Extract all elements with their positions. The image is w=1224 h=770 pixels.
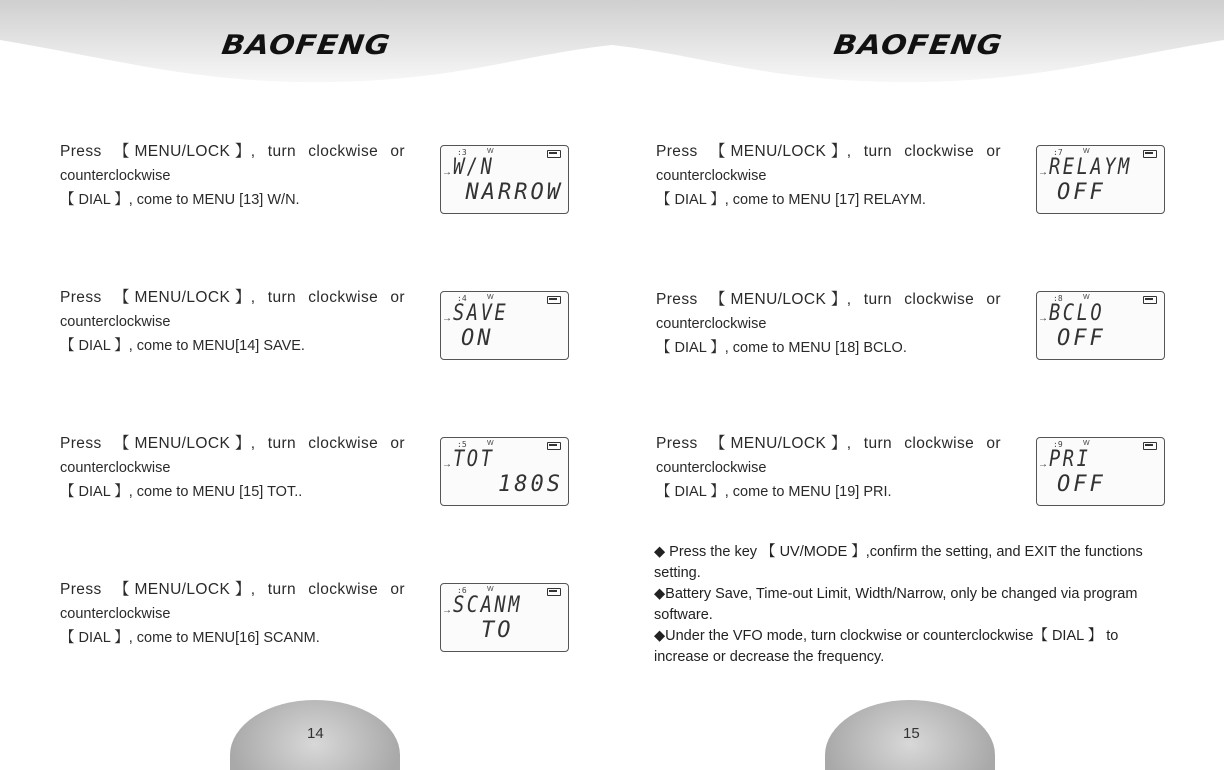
word: turn	[863, 143, 893, 160]
battery-icon	[1143, 150, 1157, 158]
lcd-display-15	[440, 437, 569, 506]
instruction-line1	[60, 578, 405, 602]
word: or	[390, 143, 405, 160]
word: Press	[60, 435, 102, 452]
lcd-menu-number: :4	[457, 294, 467, 303]
lcd-line1: SAVE	[453, 301, 509, 326]
page-number: 14	[307, 725, 324, 742]
word: turn	[267, 581, 297, 598]
instruction-line2: counterclockwise	[60, 168, 171, 184]
lcd-w-indicator: W	[1083, 440, 1090, 447]
word: Press	[60, 143, 102, 160]
lcd-w-indicator: W	[487, 294, 494, 301]
word: turn	[863, 291, 893, 308]
lcd-w-indicator: W	[487, 586, 494, 593]
lcd-menu-number: :3	[457, 148, 467, 157]
lcd-menu-number: :6	[457, 586, 467, 595]
word: clockwise	[308, 581, 379, 598]
instruction-line2: counterclockwise	[60, 460, 171, 476]
word: clockwise	[904, 291, 975, 308]
battery-icon	[547, 296, 561, 304]
battery-icon	[547, 150, 561, 158]
instruction-line1	[60, 432, 405, 456]
lcd-display-17	[1036, 145, 1165, 214]
word: Press	[60, 581, 102, 598]
page-number: 15	[903, 725, 920, 742]
lcd-w-indicator: W	[487, 148, 494, 155]
brand-logo-text: BAOFENG	[219, 29, 393, 62]
instruction-14	[60, 286, 405, 358]
note-item: ◆Under the VFO mode, turn clockwise or counterclockwise【 DIAL 】 to increase or decrease the frequency.	[654, 628, 1119, 665]
word: turn	[267, 435, 297, 452]
instruction-line1	[60, 286, 405, 310]
instruction-line1	[656, 432, 1001, 456]
lcd-line2: OFF	[1057, 180, 1106, 205]
lcd-menu-number: :7	[1053, 148, 1063, 157]
battery-icon	[1143, 442, 1157, 450]
word: Press	[60, 289, 102, 306]
instruction-line2: counterclockwise	[60, 606, 171, 622]
battery-icon	[547, 588, 561, 596]
lcd-display-18	[1036, 291, 1165, 360]
word: 【 MENU/LOCK 】,	[709, 143, 852, 160]
instruction-line3: 【 DIAL 】, come to MENU[16] SCANM.	[60, 630, 320, 646]
instruction-line3: 【 DIAL 】, come to MENU [19] PRI.	[656, 484, 892, 500]
lcd-line2: ON	[461, 326, 494, 351]
arrow-icon: →	[1038, 167, 1048, 178]
word: Press	[656, 291, 698, 308]
instruction-line1	[656, 140, 1001, 164]
arrow-icon: →	[1038, 459, 1048, 470]
word: 【 MENU/LOCK 】,	[709, 291, 852, 308]
lcd-w-indicator: W	[487, 440, 494, 447]
lcd-w-indicator: W	[1083, 294, 1090, 301]
word: or	[986, 291, 1001, 308]
word: or	[986, 143, 1001, 160]
word: or	[390, 581, 405, 598]
instruction-16	[60, 578, 405, 650]
lcd-menu-number: :5	[457, 440, 467, 449]
arrow-icon: →	[442, 605, 452, 616]
instruction-19	[656, 432, 1001, 504]
word: 【 MENU/LOCK 】,	[113, 435, 256, 452]
instruction-line2: counterclockwise	[656, 316, 767, 332]
brand-logo	[0, 28, 612, 63]
word: Press	[656, 435, 698, 452]
word: or	[986, 435, 1001, 452]
lcd-line2: NARROW	[465, 180, 563, 205]
arrow-icon: →	[1038, 313, 1048, 324]
lcd-menu-number: :8	[1053, 294, 1063, 303]
lcd-line2: OFF	[1057, 472, 1106, 497]
instruction-line3: 【 DIAL 】, come to MENU[14] SAVE.	[60, 338, 305, 354]
word: Press	[656, 143, 698, 160]
lcd-line1: TOT	[453, 447, 495, 472]
lcd-display-16	[440, 583, 569, 652]
instruction-line3: 【 DIAL 】, come to MENU [15] TOT..	[60, 484, 303, 500]
word: clockwise	[308, 143, 379, 160]
word: clockwise	[904, 143, 975, 160]
word: 【 MENU/LOCK 】,	[709, 435, 852, 452]
lcd-display-19	[1036, 437, 1165, 506]
lcd-line1: PRI	[1049, 447, 1091, 472]
note-item: ◆ Press the key 【 UV/MODE 】,confirm the setting, and EXIT the functions setting.	[654, 544, 1143, 581]
lcd-line1: W/N	[453, 155, 495, 180]
instruction-line2: counterclockwise	[60, 314, 171, 330]
lcd-display-13	[440, 145, 569, 214]
lcd-display-14	[440, 291, 569, 360]
word: clockwise	[904, 435, 975, 452]
instruction-13	[60, 140, 405, 212]
notes-list	[654, 542, 1168, 668]
lcd-line1: BCLO	[1049, 301, 1105, 326]
lcd-menu-number: :9	[1053, 440, 1063, 449]
lcd-line1: RELAYM	[1049, 155, 1132, 180]
note-item: ◆Battery Save, Time-out Limit, Width/Narrow, only be changed via program software.	[654, 586, 1138, 623]
lcd-line2: TO	[481, 618, 514, 643]
word: 【 MENU/LOCK 】,	[113, 581, 256, 598]
instruction-line3: 【 DIAL 】, come to MENU [13] W/N.	[60, 192, 300, 208]
lcd-line2: 180S	[498, 472, 563, 497]
word: turn	[267, 289, 297, 306]
lcd-line1: SCANM	[453, 593, 523, 618]
instruction-15	[60, 432, 405, 504]
word: or	[390, 289, 405, 306]
arrow-icon: →	[442, 459, 452, 470]
word: clockwise	[308, 289, 379, 306]
instruction-line1	[656, 288, 1001, 312]
word: turn	[267, 143, 297, 160]
word: 【 MENU/LOCK 】,	[113, 143, 256, 160]
lcd-w-indicator: W	[1083, 148, 1090, 155]
lcd-line2: OFF	[1057, 326, 1106, 351]
arrow-icon: →	[442, 313, 452, 324]
instruction-line2: counterclockwise	[656, 168, 767, 184]
battery-icon	[547, 442, 561, 450]
battery-icon	[1143, 296, 1157, 304]
instruction-line1	[60, 140, 405, 164]
instruction-line3: 【 DIAL 】, come to MENU [17] RELAYM.	[656, 192, 926, 208]
word: 【 MENU/LOCK 】,	[113, 289, 256, 306]
brand-logo	[612, 28, 1224, 63]
word: turn	[863, 435, 893, 452]
instruction-line3: 【 DIAL 】, come to MENU [18] BCLO.	[656, 340, 907, 356]
word: clockwise	[308, 435, 379, 452]
instruction-17	[656, 140, 1001, 212]
word: or	[390, 435, 405, 452]
brand-logo-text: BAOFENG	[831, 29, 1005, 62]
arrow-icon: →	[442, 167, 452, 178]
instruction-line2: counterclockwise	[656, 460, 767, 476]
instruction-18	[656, 288, 1001, 360]
